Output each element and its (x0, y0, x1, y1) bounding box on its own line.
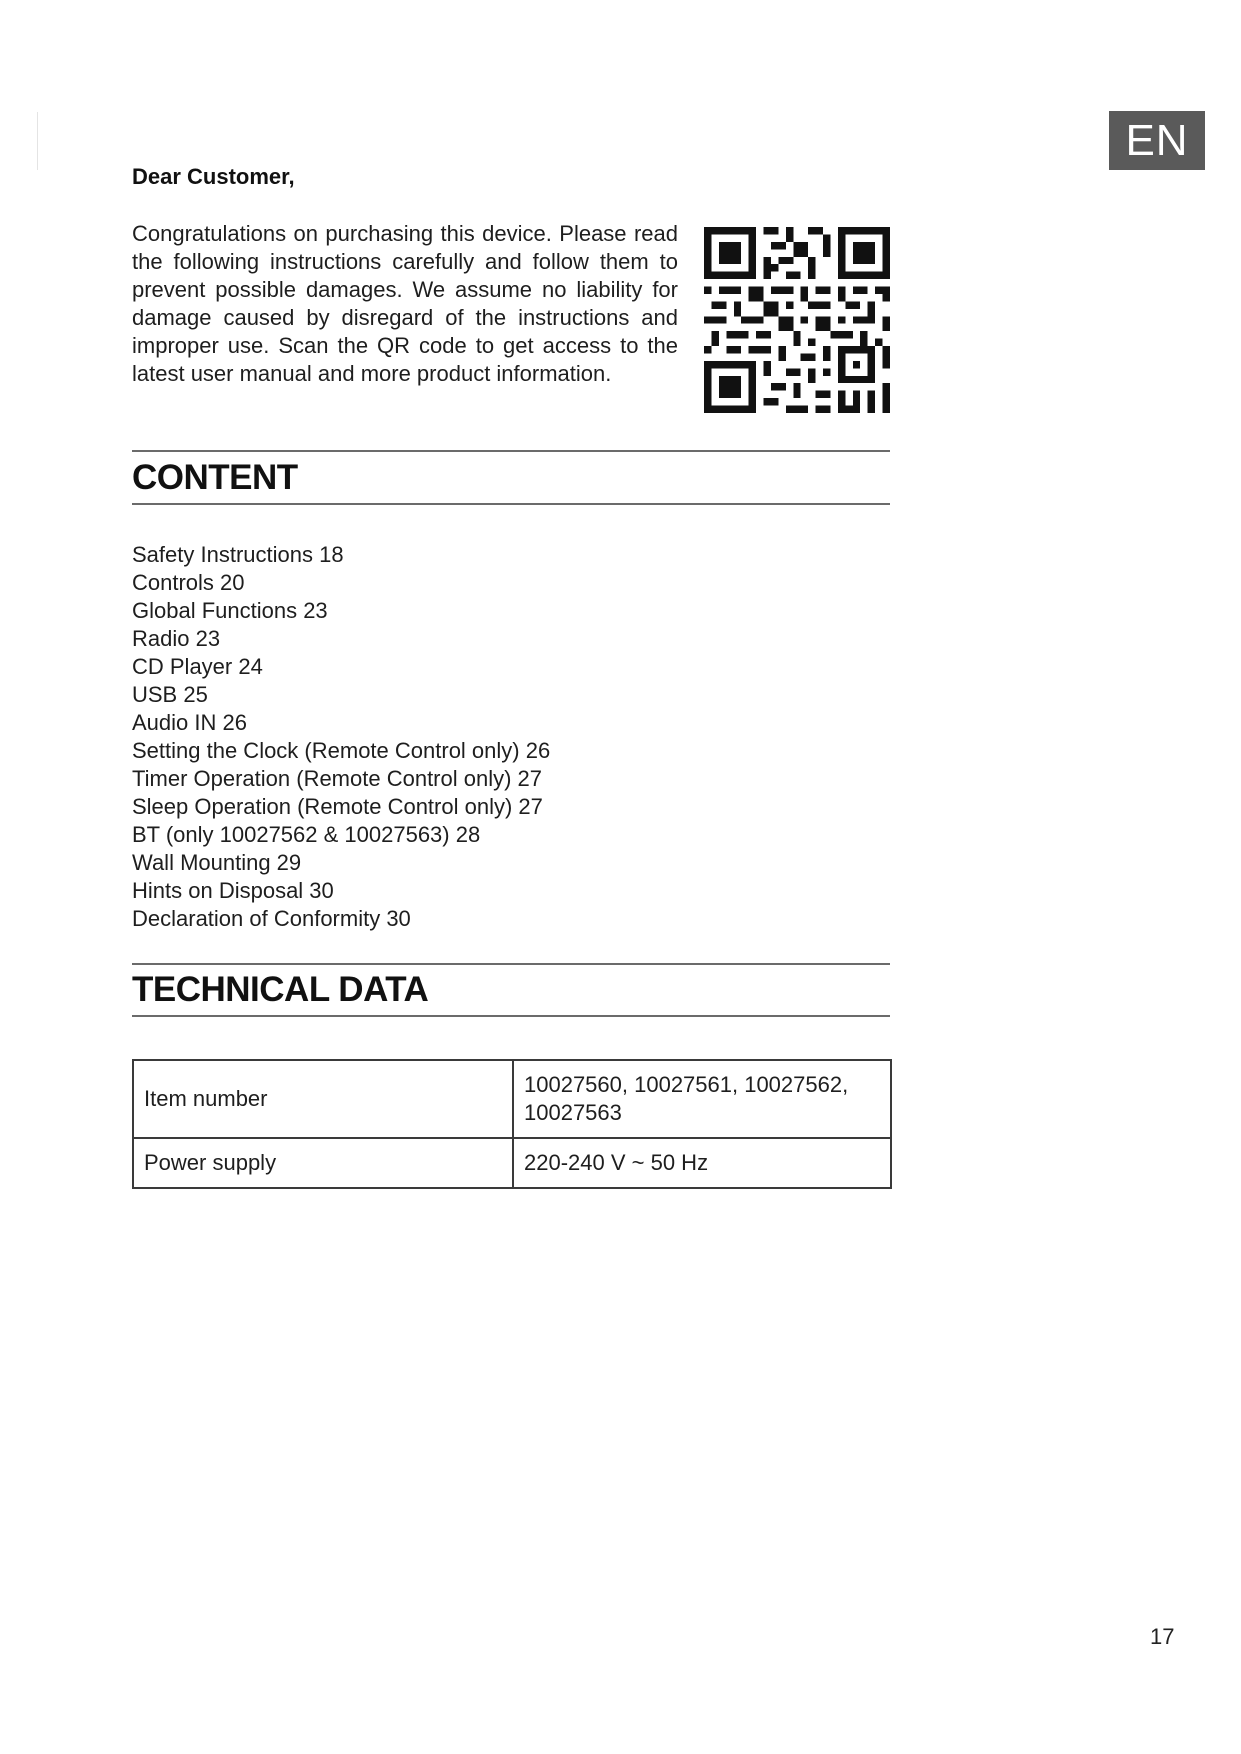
toc-item: Declaration of Conformity 30 (132, 906, 411, 931)
toc-item: Hints on Disposal 30 (132, 878, 334, 903)
table-of-contents (132, 541, 550, 933)
table-cell-label: Item number (133, 1060, 513, 1138)
toc-item: Controls 20 (132, 570, 245, 595)
table-cell-label: Power supply (133, 1138, 513, 1188)
toc-item: Safety Instructions 18 (132, 542, 344, 567)
toc-item: Wall Mounting 29 (132, 850, 302, 875)
greeting: Dear Customer, (132, 164, 295, 189)
intro-paragraph: Congratulations on purchasing this device. Please read the following instructions carefully and follow them to prevent possible damages. We assume no liability for damage caused by disregard of the instructions and improper use. Scan the QR code to get access to the latest user manual and more product information. (132, 221, 678, 386)
toc-item: Radio 23 (132, 626, 221, 651)
table-cell-value: 220-240 V ~ 50 Hz (513, 1138, 891, 1188)
margin-mark (37, 112, 38, 170)
qr-code (704, 227, 890, 413)
content-heading: CONTENT (132, 458, 298, 497)
table-row (133, 1060, 891, 1138)
technical-bottom-rule (132, 1015, 890, 1017)
content-bottom-rule (132, 503, 890, 505)
table-row (133, 1138, 891, 1188)
technical-top-rule (132, 963, 890, 965)
toc-item: USB 25 (132, 682, 208, 707)
toc-item: Global Functions 23 (132, 598, 328, 623)
toc-item: Setting the Clock (Remote Control only) 26 (132, 738, 551, 763)
technical-heading: TECHNICAL DATA (132, 970, 429, 1009)
toc-item: CD Player 24 (132, 654, 263, 679)
content-top-rule (132, 450, 890, 452)
toc-item: Audio IN 26 (132, 710, 247, 735)
page-number: 17 (1150, 1624, 1175, 1649)
table-cell-value: 10027560, 10027561, 10027562, 10027563 (513, 1060, 891, 1138)
technical-data-table (132, 1059, 892, 1189)
toc-item: Timer Operation (Remote Control only) 27 (132, 766, 543, 791)
toc-item: Sleep Operation (Remote Control only) 27 (132, 794, 543, 819)
language-tab: EN (1109, 111, 1205, 170)
toc-item: BT (only 10027562 & 10027563) 28 (132, 822, 481, 847)
